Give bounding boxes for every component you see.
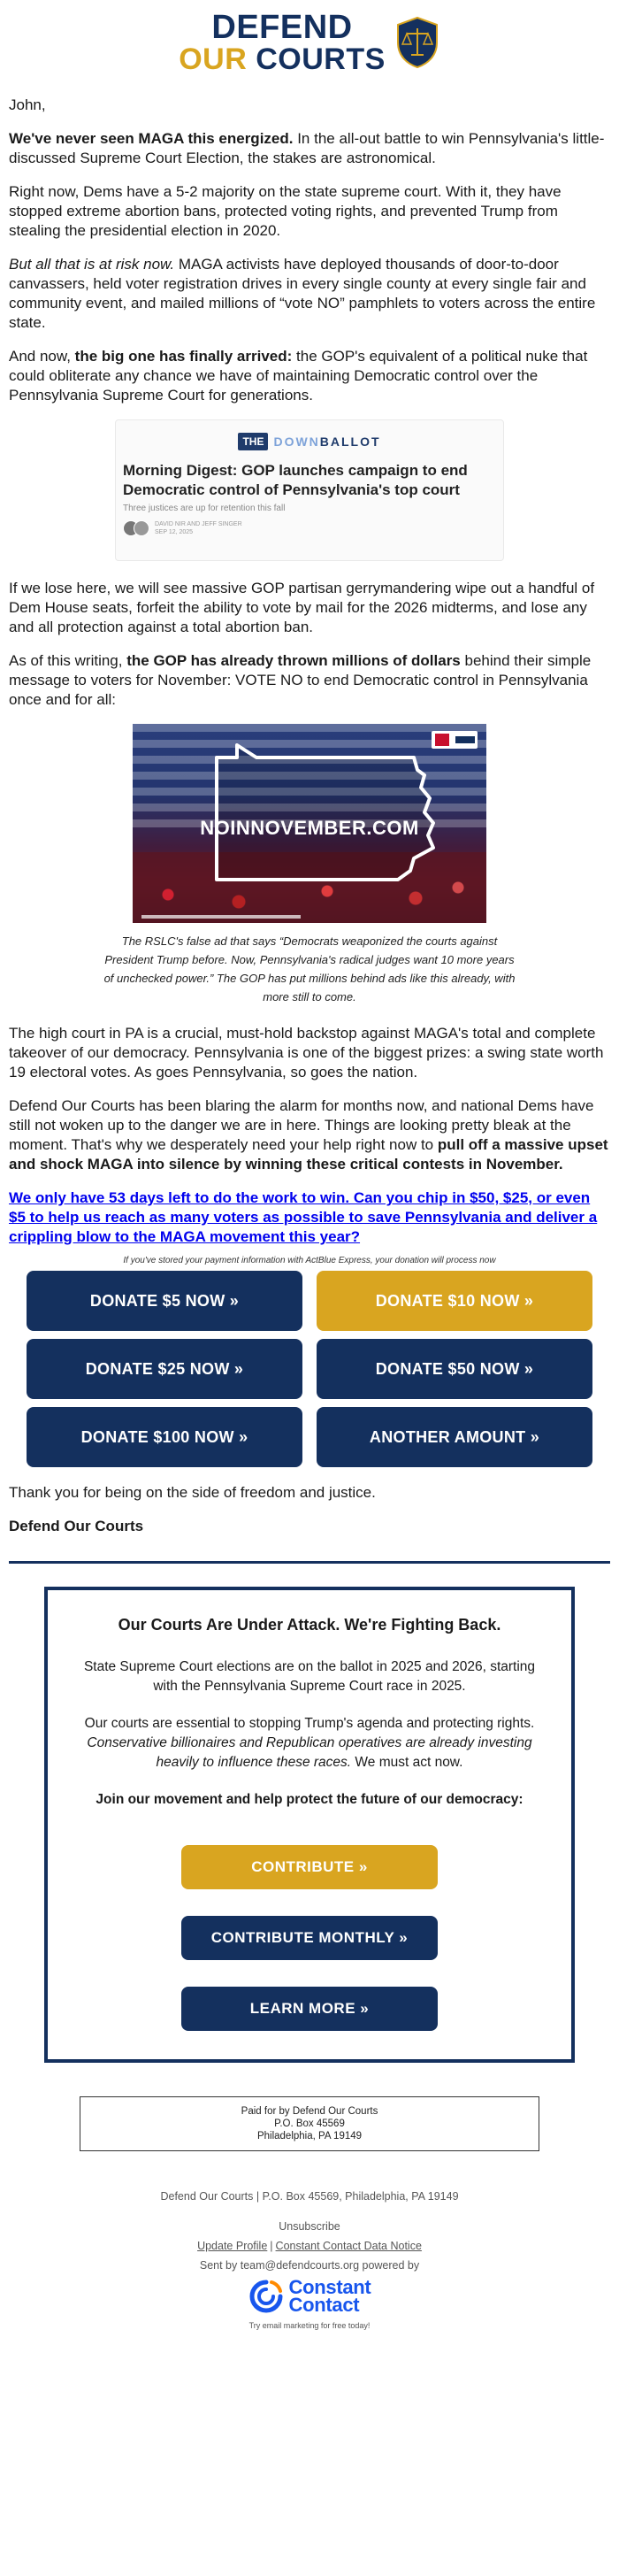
section-divider xyxy=(9,1561,610,1564)
paragraph-1 xyxy=(9,129,610,168)
donate-button[interactable]: ANOTHER AMOUNT » xyxy=(317,1407,592,1467)
donate-button[interactable]: DONATE $10 NOW » xyxy=(317,1271,592,1331)
donate-button[interactable]: DONATE $25 NOW » xyxy=(27,1339,302,1399)
email-body xyxy=(0,96,619,405)
box-paragraph-2 xyxy=(74,1714,545,1772)
downballot-logo-ballot: BALLOT xyxy=(319,434,381,449)
paragraph-1-text: In the all-out battle to win Pennsylvania's little-discussed Supreme Court Election, the stakes are astronomical. xyxy=(9,130,605,166)
ad-url-text: NOINNOVEMBER.COM xyxy=(200,817,419,839)
paragraph-6-text: behind their simple message to voters for November: VOTE NO to end Democratic control in Pennsylvania once and for all: xyxy=(9,652,592,708)
logo-wordmark xyxy=(179,11,386,74)
footer-link-separator: | xyxy=(270,2240,273,2252)
paragraph-3-text: MAGA activists have deployed thousands of door-to-door canvassers, held voter registration drives in every single county at every single fair and community event, and mailed millions of “vote NO” pamphlets to voters across the entire state. xyxy=(9,256,596,331)
paragraph-4-lead: And now, xyxy=(9,348,75,365)
constant-contact-wordmark xyxy=(288,2276,371,2316)
paragraph-4-bold: the big one has finally arrived: xyxy=(74,348,293,365)
box-paragraph-2-lead: Our courts are essential to stopping Trump's agenda and protecting rights. xyxy=(84,1716,535,1731)
paragraph-3 xyxy=(9,255,610,333)
byline-text xyxy=(155,520,242,536)
avatar xyxy=(134,520,149,536)
article-byline xyxy=(123,520,496,536)
unsubscribe-link[interactable]: Unsubscribe xyxy=(279,2220,340,2233)
paragraph-8 xyxy=(9,1096,610,1174)
author-avatars xyxy=(123,520,149,536)
update-profile-link[interactable]: Update Profile xyxy=(197,2240,268,2252)
paragraph-4-text: the GOP's equivalent of a political nuke that could obliterate any chance we have of maintaining Democratic control over the Pennsylvania Supreme Court for generations. xyxy=(9,348,588,404)
byline-authors: DAVID NIR AND JEFF SINGER xyxy=(155,521,242,527)
article-card[interactable] xyxy=(115,419,504,561)
signoff xyxy=(0,1483,619,1536)
cc-line-2: Contact xyxy=(288,2294,360,2316)
constant-contact-mark-icon xyxy=(248,2279,284,2314)
donate-cta-link[interactable]: We only have 53 days left to do the work to win. Can you chip in $50, $25, or even $5 to help us reach as many voters as possible to save Pennsylvania and deliver a crippling blow to the MAGA movement this year? xyxy=(9,1189,598,1245)
signature: Defend Our Courts xyxy=(9,1518,144,1534)
paragraph-1-bold: We've never seen MAGA this energized. xyxy=(9,130,294,147)
paragraph-3-italic: But all that is at risk now. xyxy=(9,256,175,273)
ad-image-wrap xyxy=(0,724,619,923)
paragraph-7: The high court in PA is a crucial, must-hold backstop against MAGA's total and complete takeover of our democracy. Pennsylvania is one of the biggest prizes: a swing state worth 19 electoral votes. As goes Pennsylvania, so goes the nation. xyxy=(9,1025,604,1080)
paragraph-4 xyxy=(9,347,610,405)
donate-button[interactable]: DONATE $5 NOW » xyxy=(27,1271,302,1331)
downballot-logo-down: DOWN xyxy=(273,434,320,449)
paragraph-6-lead: As of this writing, xyxy=(9,652,127,669)
email-body-3 xyxy=(0,1024,619,1247)
email-body-2 xyxy=(0,579,619,710)
constant-contact-logo[interactable] xyxy=(0,2276,619,2316)
box-title: Our Courts Are Under Attack. We're Fighting Back. xyxy=(118,1616,501,1634)
ad-disclaimer-bar xyxy=(141,915,301,919)
sent-by-line: Sent by team@defendcourts.org powered by xyxy=(199,2259,420,2272)
downballot-logo-name xyxy=(273,434,380,449)
paragraph-6-bold: the GOP has already thrown millions of dollars xyxy=(126,652,461,669)
paid-for-line-3: Philadelphia, PA 19149 xyxy=(256,2131,363,2142)
paragraph-8-lead: Defend Our Courts has been blaring the alarm for months now, and national Dems have still not woken up to the danger we are in here. Things are looking pretty bleak at the moment. That's why we desperately need your help right now to xyxy=(9,1097,594,1153)
paragraph-6 xyxy=(9,651,610,710)
cc-line-1: Constant xyxy=(288,2276,371,2298)
donate-grid xyxy=(27,1271,592,1467)
paragraph-8-bold: pull off a massive upset and shock MAGA into silence by winning these critical contests in November. xyxy=(9,1136,608,1173)
contribute-button[interactable]: CONTRIBUTE » xyxy=(181,1845,438,1889)
footer xyxy=(0,2187,619,2335)
learn-more-button[interactable]: LEARN MORE » xyxy=(181,1987,438,2031)
badge-red-mark xyxy=(435,734,449,746)
ad-caption: The RSLC's false ad that says “Democrats weaponized the courts against President Trump before. Now, Pennsylvania's radical judges want 10 more years of unchecked power.” The GOP has put millions behind ads like this already, with more still to come. xyxy=(103,934,516,1003)
footer-unsubscribe-row xyxy=(0,2217,619,2236)
greeting: John, xyxy=(9,96,46,113)
donate-button[interactable]: DONATE $50 NOW » xyxy=(317,1339,592,1399)
data-notice-link[interactable]: Constant Contact Data Notice xyxy=(275,2240,422,2252)
logo-courts: COURTS xyxy=(256,42,386,76)
article-title: Morning Digest: GOP launches campaign to end Democratic control of Pennsylvania's top court xyxy=(123,462,468,498)
header-logo[interactable] xyxy=(0,0,619,80)
box-paragraph-2-rest: We must act now. xyxy=(351,1755,463,1770)
actblue-note: If you've stored your payment information with ActBlue Express, your donation will process now xyxy=(123,1256,496,1265)
footer-address: Defend Our Courts | P.O. Box 45569, Philadelphia, PA 19149 xyxy=(160,2190,459,2203)
paid-for-line-2: P.O. Box 45569 xyxy=(274,2118,345,2129)
scales-shield-icon xyxy=(394,16,440,69)
paragraph-5: If we lose here, we will see massive GOP partisan gerrymandering wipe out a handful of Dem House seats, forfeit the ability to vote by mail for the 2026 midterms, and lose any and all protection against a total abortion ban. xyxy=(9,580,595,635)
thanks-line: Thank you for being on the side of freedom and justice. xyxy=(9,1484,376,1501)
contribute-monthly-button[interactable]: CONTRIBUTE MONTHLY » xyxy=(181,1916,438,1960)
rslc-badge-icon xyxy=(432,731,478,749)
article-subtitle: Three justices are up for retention this fall xyxy=(123,504,286,513)
ad-image[interactable] xyxy=(133,724,486,923)
paid-for-line-1: Paid for by Defend Our Courts xyxy=(241,2106,378,2117)
box-join-line: Join our movement and help protect the future of our democracy: xyxy=(96,1792,523,1807)
byline-date: SEP 12, 2025 xyxy=(155,529,194,535)
logo-line-our-courts xyxy=(179,44,386,74)
badge-navy-mark xyxy=(455,736,475,743)
paid-for-box xyxy=(80,2096,539,2151)
logo-line-defend: DEFEND xyxy=(211,9,353,46)
donate-button[interactable]: DONATE $100 NOW » xyxy=(27,1407,302,1467)
courts-under-attack-box xyxy=(44,1587,575,2063)
box-button-stack xyxy=(74,1845,545,2031)
logo-our: OUR xyxy=(179,42,248,76)
downballot-logo-box: THE xyxy=(238,433,268,450)
downballot-logo xyxy=(123,433,496,450)
constant-contact-tagline: Try email marketing for free today! xyxy=(248,2321,371,2330)
box-paragraph-2-italic: Conservative billionaires and Republican operatives are already investing heavily to influence these races. xyxy=(87,1735,532,1770)
footer-links-row xyxy=(0,2236,619,2256)
paragraph-2: Right now, Dems have a 5-2 majority on the state supreme court. With it, they have stopped extreme abortion bans, protected voting rights, and prevented Trump from stealing the presidential election in 2020. xyxy=(9,183,562,239)
box-paragraph-1: State Supreme Court elections are on the ballot in 2025 and 2026, starting with the Pennsylvania Supreme Court race in 2025. xyxy=(83,1659,536,1694)
